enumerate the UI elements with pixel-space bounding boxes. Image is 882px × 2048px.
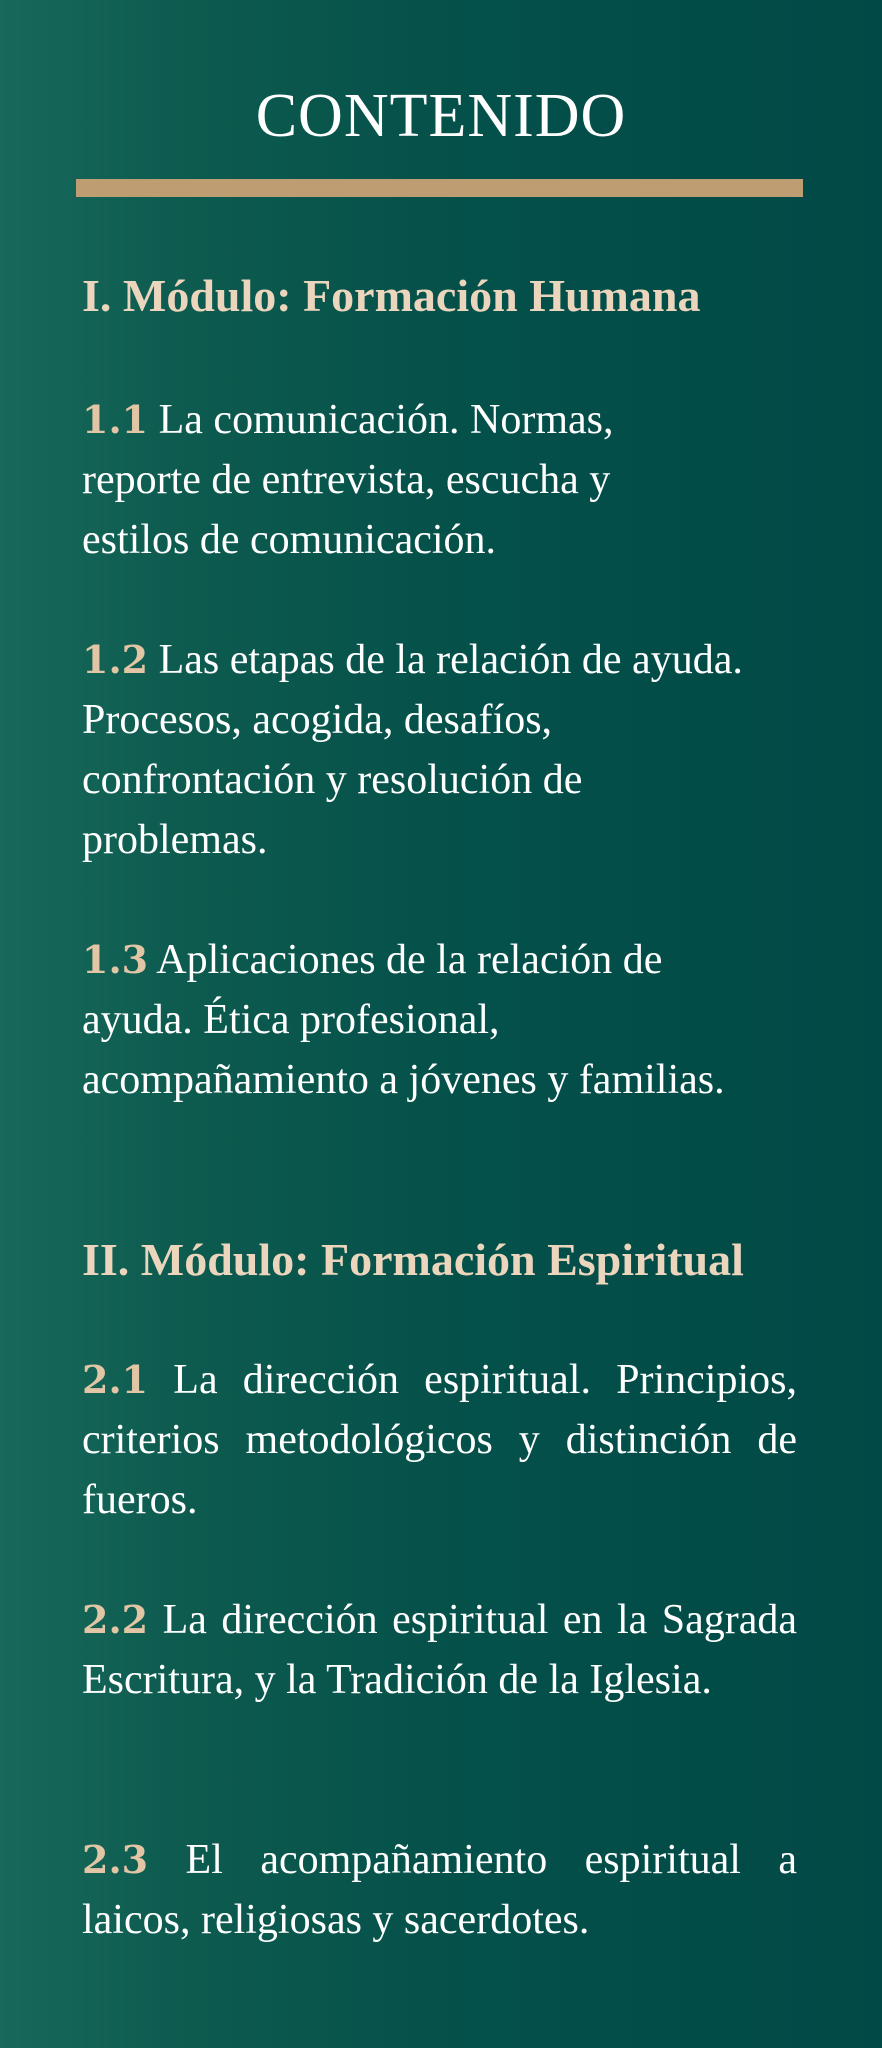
item-number: 2.1 bbox=[82, 1357, 149, 1402]
module-heading: II. Módulo: Formación Espiritual bbox=[82, 1234, 744, 1285]
item-text: La dirección espiritual en la Sagrada Escritura, y la Tradición de la Iglesia. bbox=[82, 1597, 797, 1703]
list-item bbox=[82, 630, 757, 870]
item-text: Aplicaciones de la relación de ayuda. Ética profesional, acompañamiento a jóvenes y familias. bbox=[82, 937, 725, 1103]
item-text: El acompañamiento espiritual a laicos, religiosas y sacerdotes. bbox=[82, 1837, 797, 1943]
item-number: 1.2 bbox=[82, 637, 149, 682]
item-text: La dirección espiritual. Principios, criterios metodológicos y distinción de fueros. bbox=[82, 1357, 797, 1523]
item-number: 2.2 bbox=[82, 1597, 149, 1642]
list-item bbox=[82, 930, 732, 1110]
item-text: La comunicación. Normas, reporte de entrevista, escucha y estilos de comunicación. bbox=[82, 397, 614, 563]
list-item bbox=[82, 1590, 797, 1710]
list-item bbox=[82, 1830, 797, 1950]
item-number: 1.3 bbox=[82, 937, 149, 982]
gold-divider bbox=[76, 179, 803, 197]
item-number: 1.1 bbox=[82, 397, 149, 442]
page-title: CONTENIDO bbox=[255, 82, 627, 150]
module-heading: I. Módulo: Formación Humana bbox=[82, 270, 701, 321]
module-2-heading-block bbox=[82, 1230, 797, 1290]
module-1-heading-block bbox=[82, 266, 797, 326]
list-item bbox=[82, 390, 682, 570]
list-item bbox=[82, 1350, 797, 1530]
item-text: Las etapas de la relación de ayuda. Procesos, acogida, desafíos, confrontación y resolución de problemas. bbox=[82, 637, 743, 863]
item-number: 2.3 bbox=[82, 1837, 149, 1882]
